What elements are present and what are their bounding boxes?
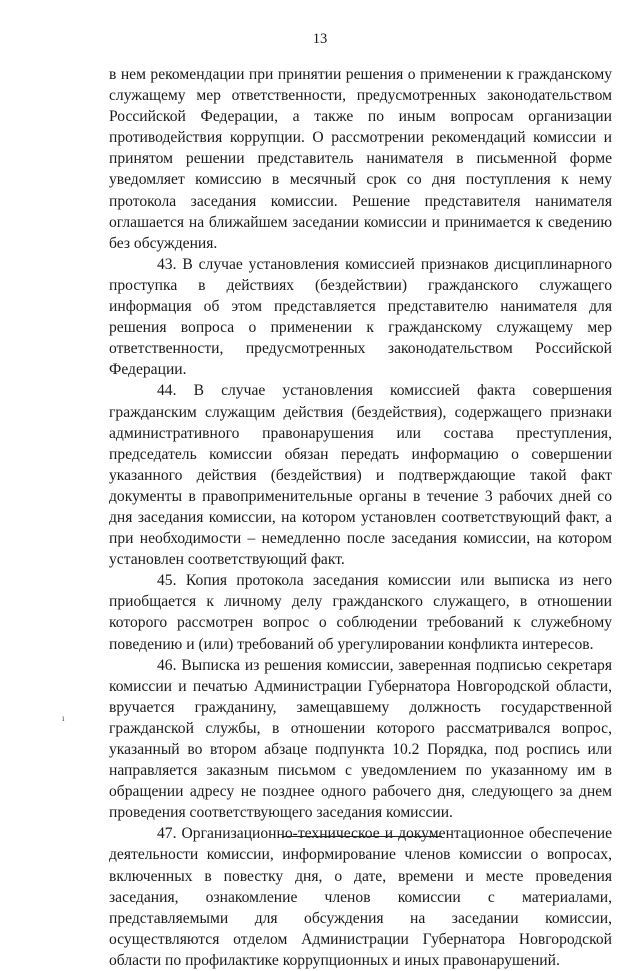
page-number: 13 xyxy=(312,31,328,47)
paragraph-continuation: в нем рекомендации при принятии решения о применении к гражданскому служащему мер ответственности, предусмотренных законодательством Российской Федерации, а также по иным вопросам организации противодействия коррупции. О рассмотрении рекомендаций комиссии и принятом решении представитель нанимателя в письменной форме уведомляет комиссию в месячный срок со дня поступления к нему протокола заседания комиссии. Решение представителя нанимателя оглашается на ближайшем заседании комиссии и принимается к сведению без обсуждения. xyxy=(109,66,612,252)
end-of-text-rule xyxy=(282,836,442,837)
document-body xyxy=(109,64,612,971)
scan-mark: ı xyxy=(62,713,65,723)
paragraph-43: 43. В случае установления комиссией признаков дисциплинарного проступка в действиях (бездействии) гражданского служащего информация об этом представляется представителю нанимателя для решения вопроса о применении к гражданскому служащему мер ответственности, предусмотренных законодательством Российской Федерации. xyxy=(109,255,612,379)
paragraph-44: 44. В случае установления комиссией факта совершения гражданским служащим действия (бездействия), содержащего признаки административного правонарушения или состава преступления, председатель комиссии обязан передать информацию о совершении указанного действия (бездействия) и подтверждающие такой факт документы в правоприменительные органы в течение 3 рабочих дней со дня заседания комиссии, на котором установлен соответствующий факт, а при необходимости – немедленно после заседания комиссии, на котором установлен соответствующий факт. xyxy=(109,382,612,569)
paragraph-45: 45. Копия протокола заседания комиссии или выписка из него приобщается к личному делу гражданского служащего, в отношении которого рассмотрен вопрос о соблюдении требований к служебному поведению и (или) требований об урегулировании конфликта интересов. xyxy=(109,572,612,653)
paragraph-47: 47. Организационно-техническое и документационное обеспечение деятельности комиссии, информирование членов комиссии о вопросах, включенных в повестку дня, о дате, времени и месте проведения заседания, ознакомление членов комиссии с материалами, представляемыми для обсуждения на заседании комиссии, осуществляются отделом Администрации Губернатора Новгородской области по профилактике коррупционных и иных правонарушений. xyxy=(109,825,612,969)
paragraph-46: 46. Выписка из решения комиссии, заверенная подписью секретаря комиссии и печатью Администрации Губернатора Новгородской области, вручается гражданину, замещавшему должность государственной гражданской службы, в отношении которого рассматривался вопрос, указанный во втором абзаце подпункта 10.2 Порядка, под роспись или направляется заказным письмом с уведомлением по указанному им в обращении адресу не позднее одного рабочего дня, следующего за днем проведения соответствующего заседания комиссии. xyxy=(109,656,612,822)
